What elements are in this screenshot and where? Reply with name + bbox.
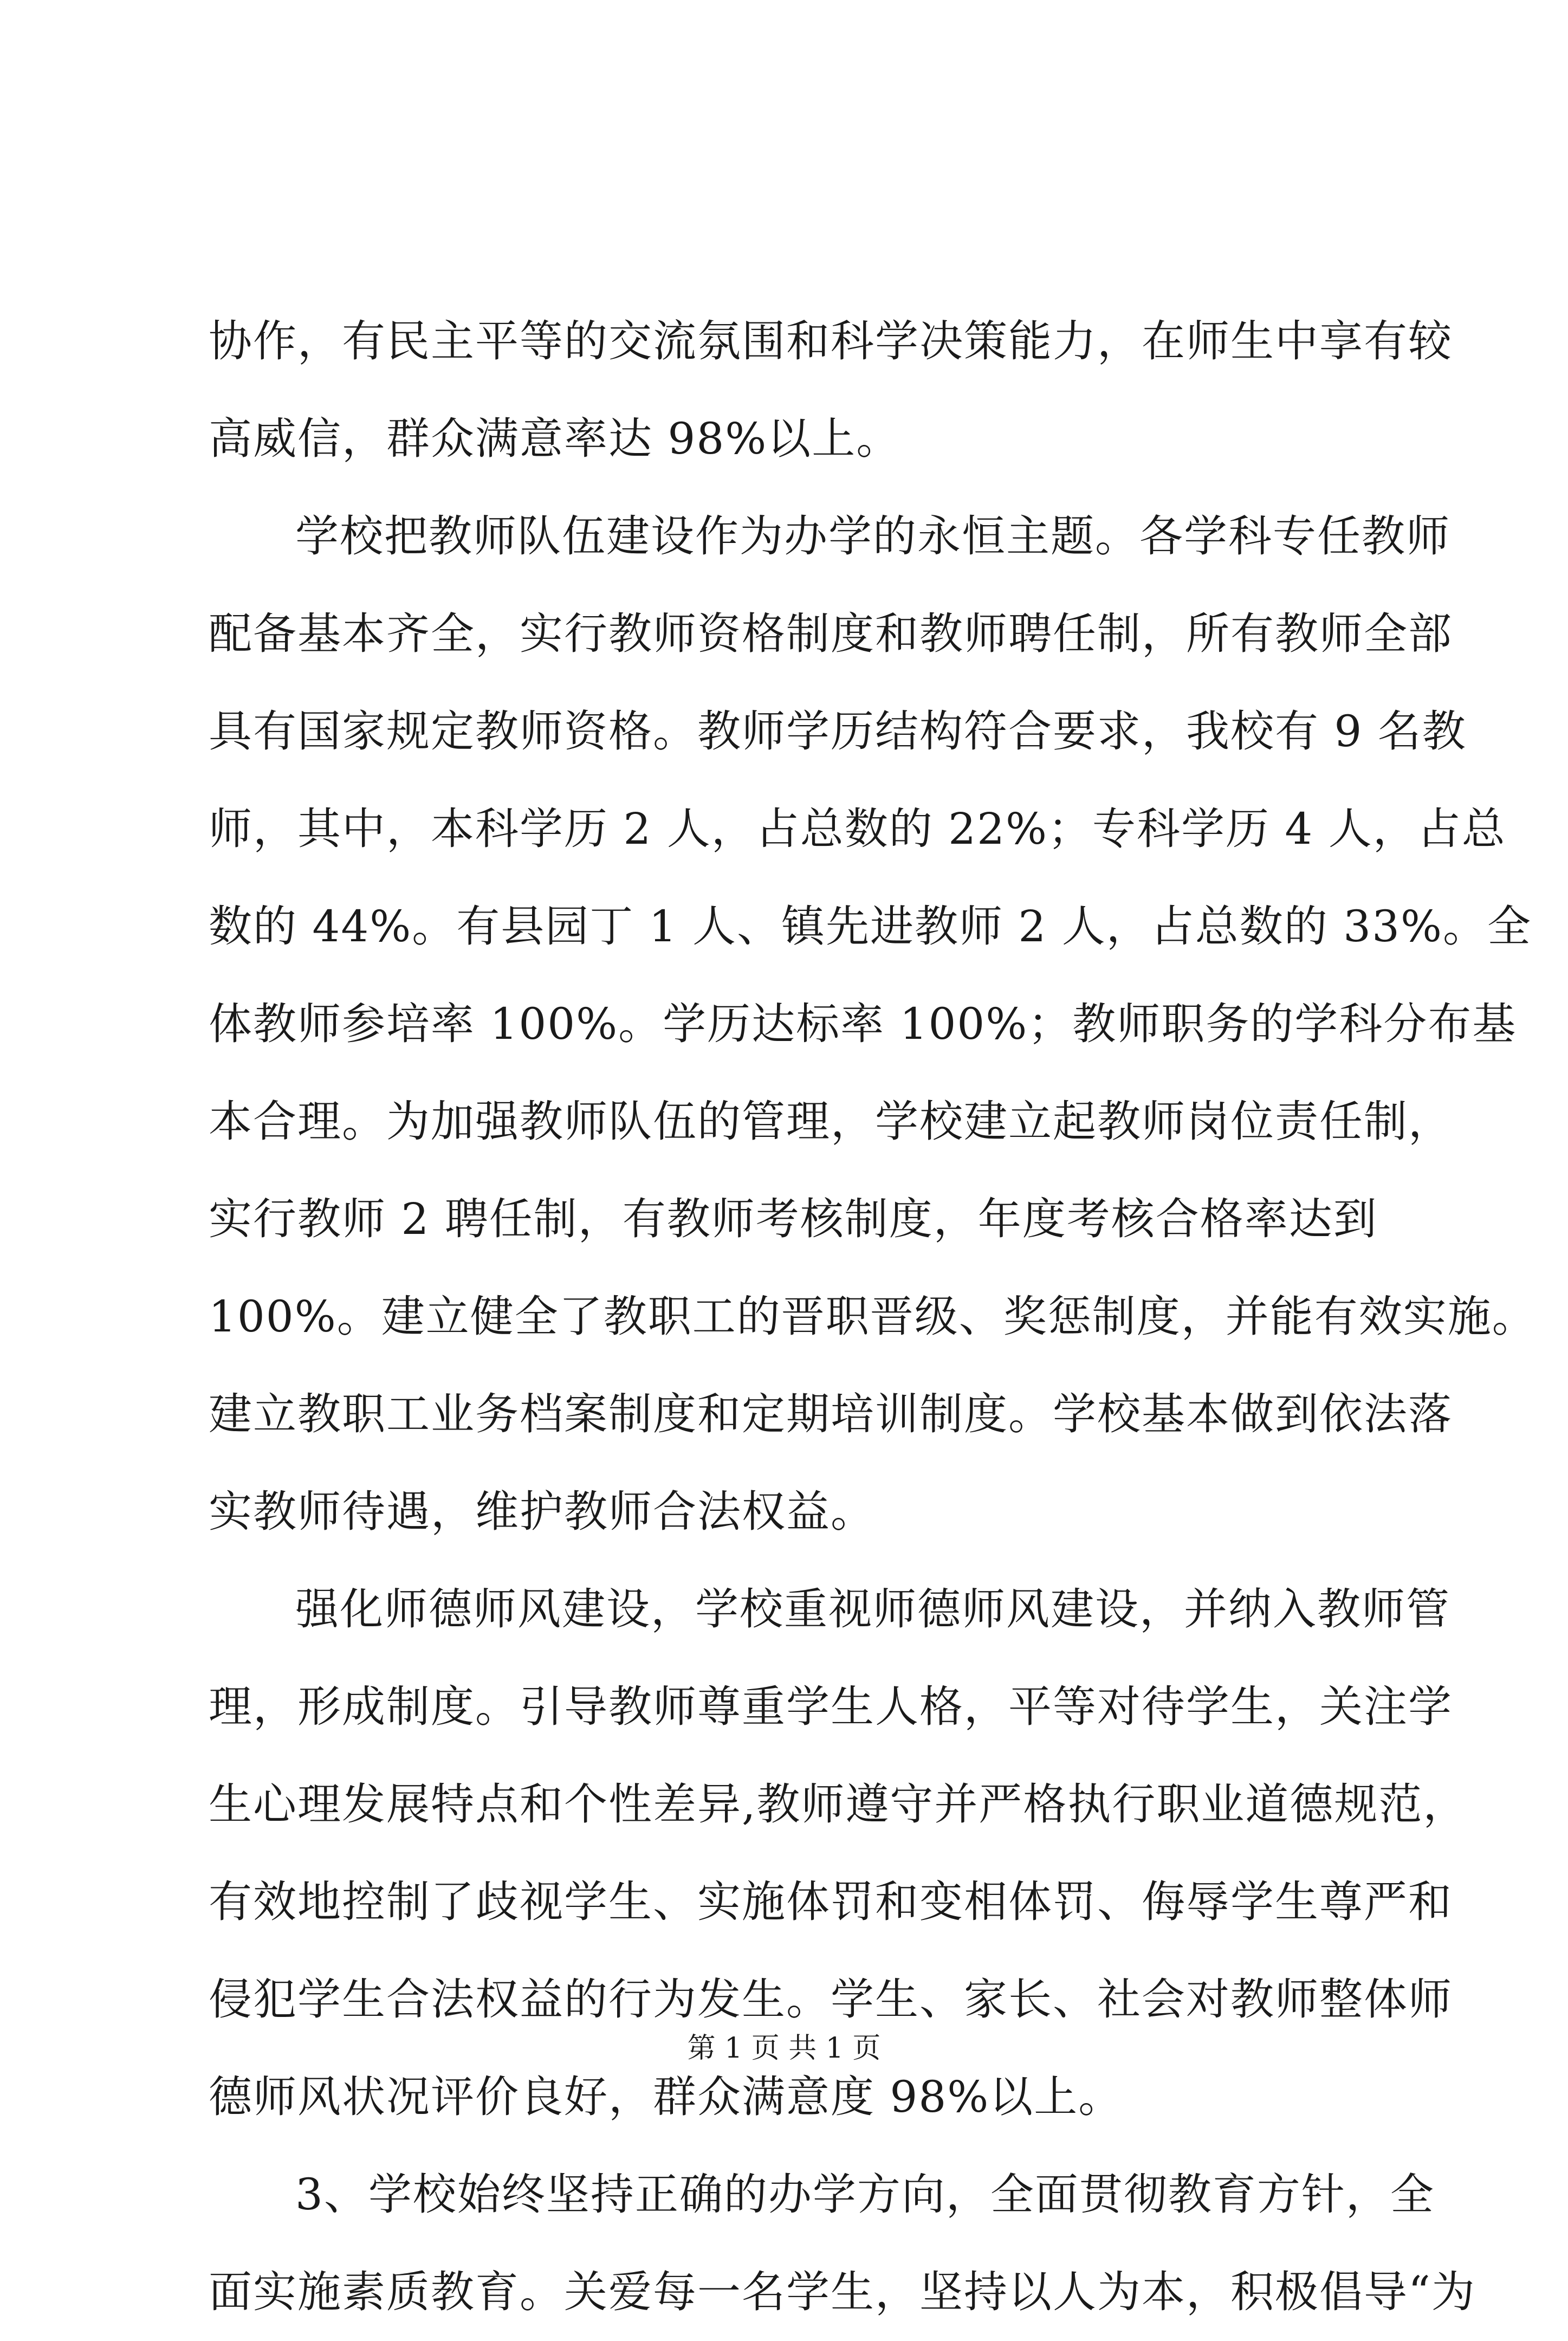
text-line: 高威信，群众满意率达 98%以上。	[209, 413, 901, 464]
text-line: 配备基本齐全，实行教师资格制度和教师聘任制，所有教师全部	[209, 609, 1453, 659]
text-line: 数的 44%。有县园丁 1 人、镇先进教师 2 人，占总数的 33%。全	[209, 901, 1532, 952]
text-line: 体教师参培率 100%。学历达标率 100%；教师职务的学科分布基	[209, 999, 1517, 1049]
text-line: 协作，有民主平等的交流氛围和科学决策能力，在师生中享有较	[209, 316, 1453, 366]
text-line: 强化师德师风建设，学校重视师德师风建设，并纳入教师管	[295, 1584, 1450, 1634]
text-line: 理，形成制度。引导教师尊重学生人格，平等对待学生，关注学	[209, 1682, 1453, 1732]
text-line: 生心理发展特点和个性差异,教师遵守并严格执行职业道德规范，	[209, 1779, 1468, 1829]
text-line: 具有国家规定教师资格。教师学历结构符合要求，我校有 9 名教	[209, 706, 1467, 756]
text-line: 学校把教师队伍建设作为办学的永恒主题。各学科专任教师	[295, 511, 1450, 561]
text-line: 面实施素质教育。关爱每一名学生，坚持以人为本，积极倡导“为	[209, 2267, 1476, 2317]
page-footer: 第 1 页 共 1 页	[687, 2032, 881, 2065]
text-line: 100%。建立健全了教职工的晋职晋级、奖惩制度，并能有效实施。	[209, 1291, 1537, 1342]
text-line: 建立教职工业务档案制度和定期培训制度。学校基本做到依法落	[209, 1389, 1453, 1439]
text-line: 德师风状况评价良好，群众满意度 98%以上。	[209, 2072, 1123, 2122]
text-line: 实教师待遇，维护教师合法权益。	[209, 1486, 875, 1537]
text-line: 师，其中，本科学历 2 人，占总数的 22%；专科学历 4 人，占总	[209, 804, 1506, 854]
text-line: 本合理。为加强教师队伍的管理，学校建立起教师岗位责任制，	[209, 1096, 1453, 1147]
text-line: 有效地控制了歧视学生、实施体罚和变相体罚、侮辱学生尊严和	[209, 1877, 1453, 1927]
text-line: 侵犯学生合法权益的行为发生。学生、家长、社会对教师整体师	[209, 1974, 1453, 2025]
text-line: 3、学校始终坚持正确的办学方向，全面贯彻教育方针，全	[295, 2169, 1435, 2220]
text-line: 实行教师 2 聘任制，有教师考核制度，年度考核合格率达到	[209, 1194, 1378, 1244]
